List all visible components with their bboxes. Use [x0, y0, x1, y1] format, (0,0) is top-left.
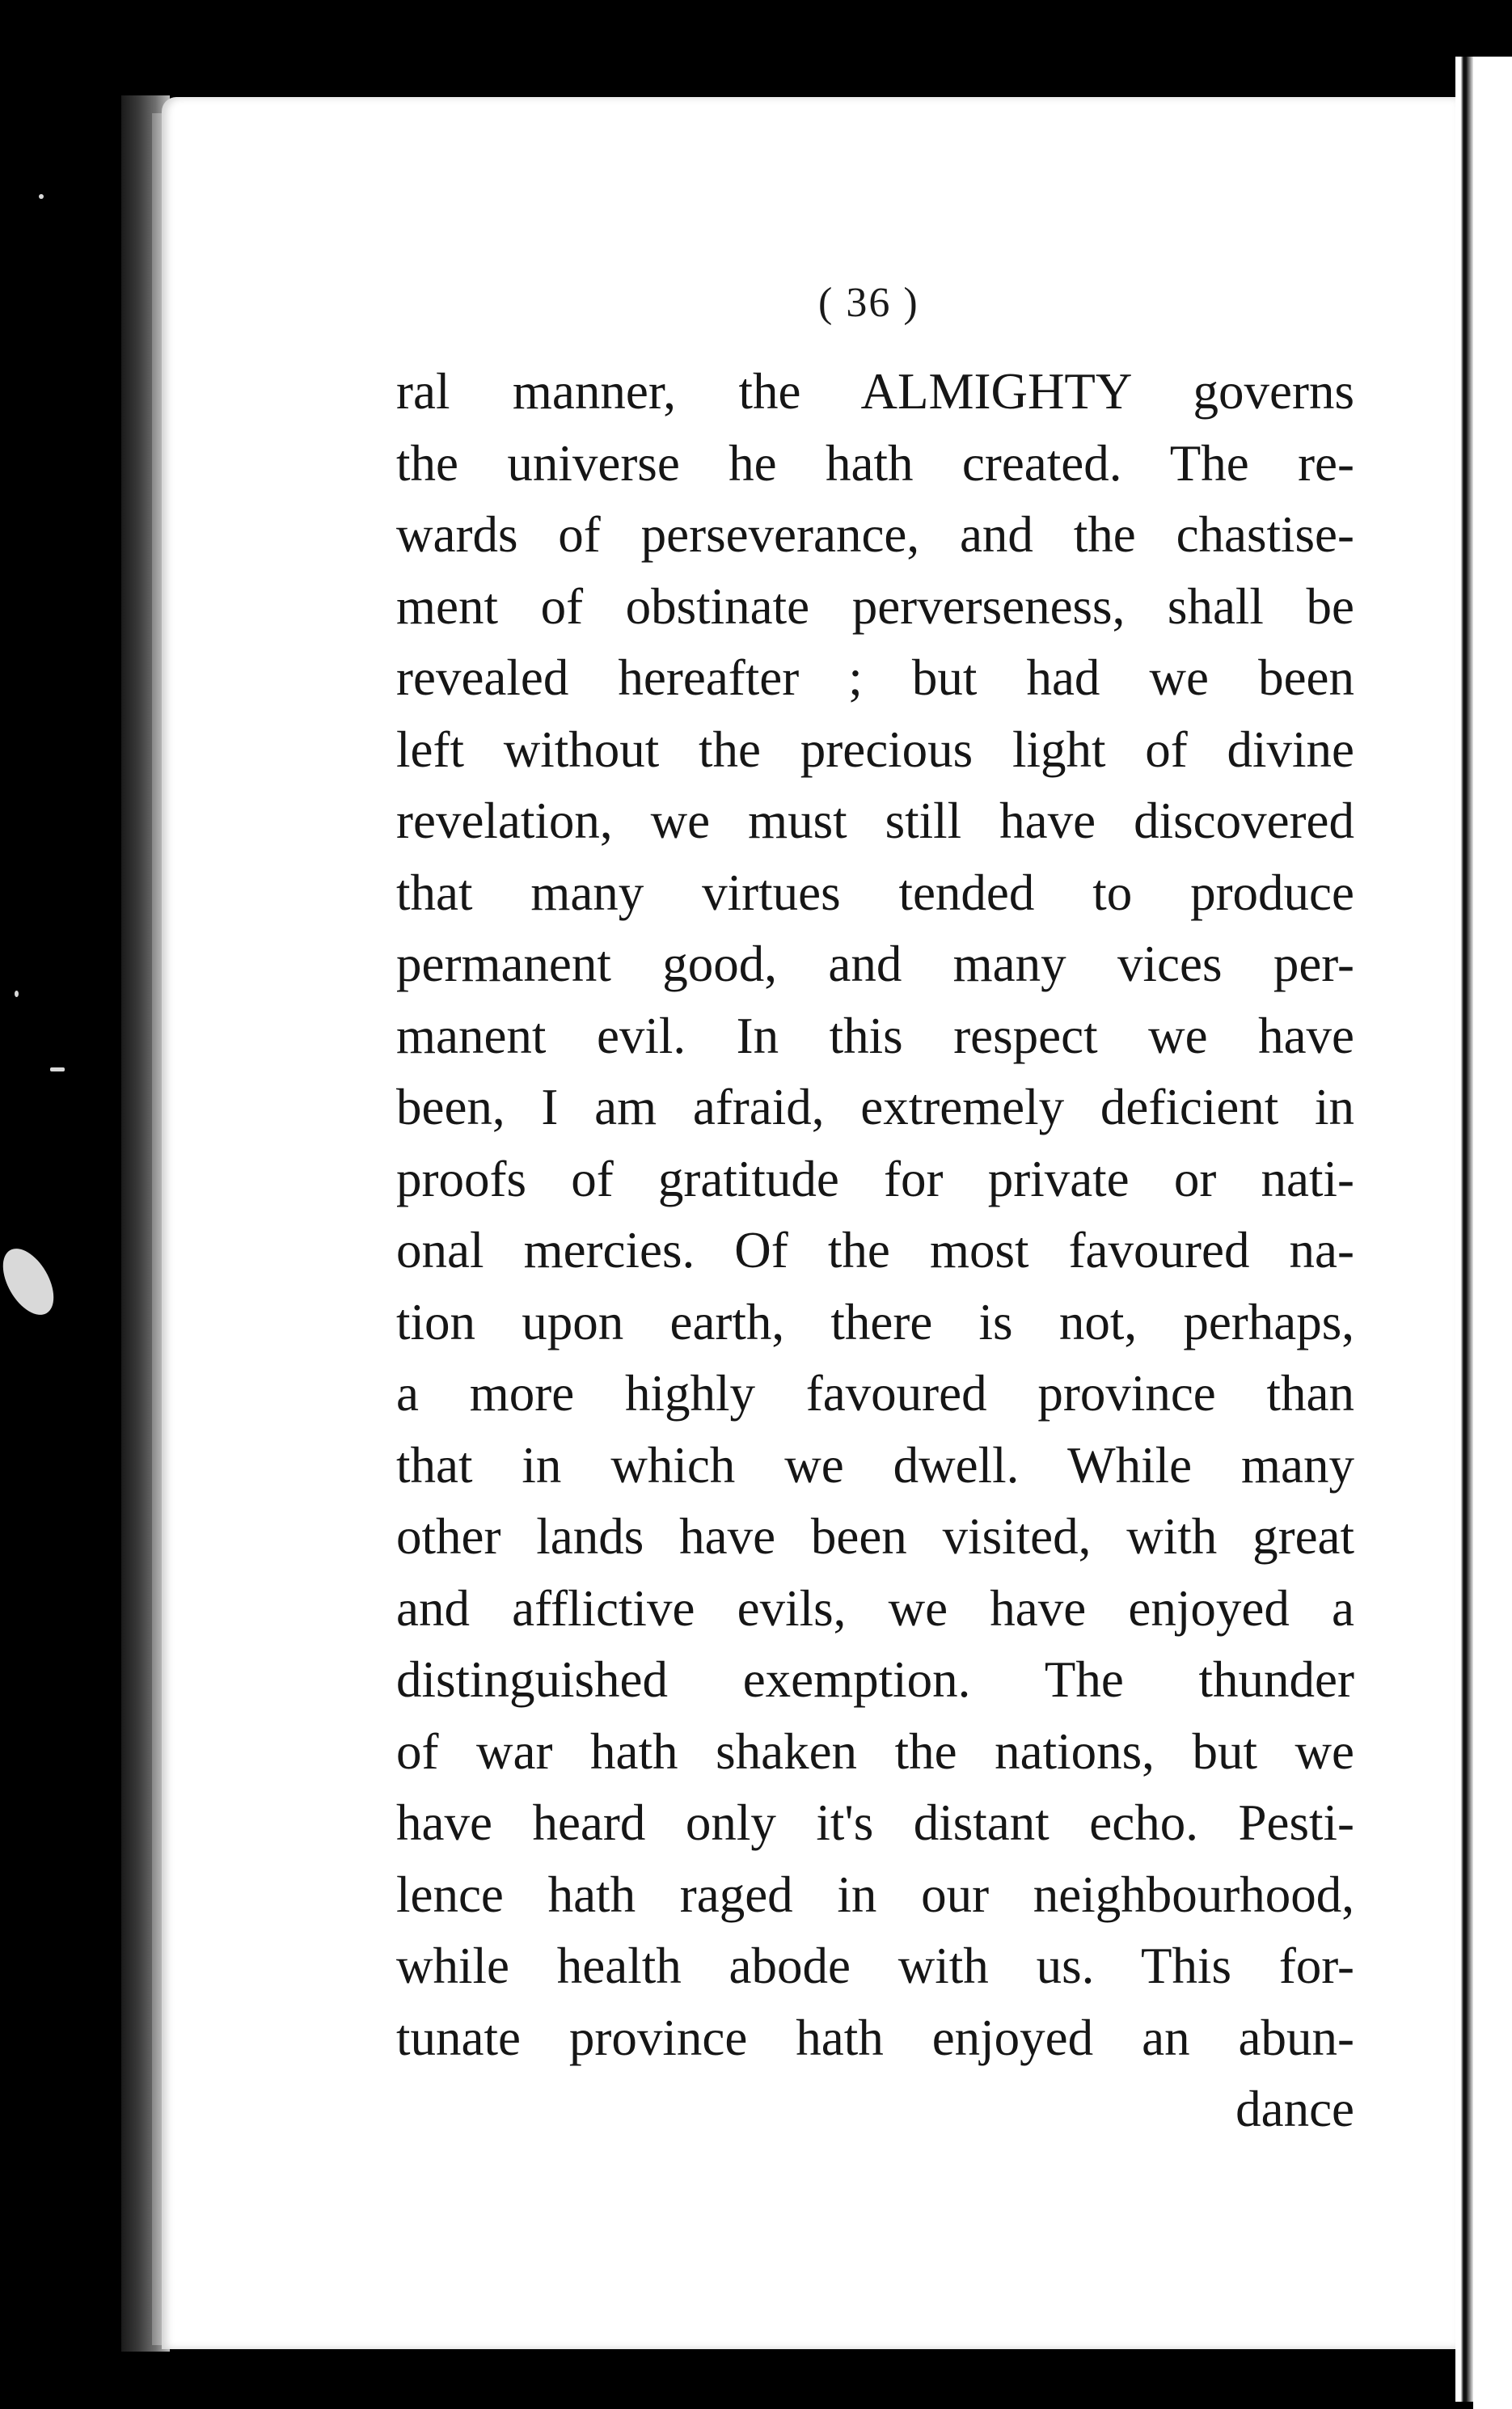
text-line: have heard only it's distant echo. Pesti- [396, 1794, 1354, 1851]
text-line: tunate province hath enjoyed an abun- [396, 2009, 1354, 2066]
text-line: that many virtues tended to produce [396, 864, 1354, 921]
page-gutter [1455, 57, 1473, 2402]
text-line: a more highly favoured province than [396, 1365, 1354, 1422]
text-line: revealed hereafter ; but had we been [396, 649, 1354, 706]
text-line: left without the precious light of divine [396, 721, 1354, 778]
text-line: and afflictive evils, we have enjoyed a [396, 1579, 1354, 1637]
text-line: tion upon earth, there is not, perhaps, [396, 1293, 1354, 1350]
catchword: dance [1235, 2081, 1354, 2137]
text-line: wards of perseverance, and the chastise- [396, 506, 1354, 563]
text-line: of war hath shaken the nations, but we [396, 1722, 1354, 1780]
text-line: proofs of gratitude for private or nati- [396, 1150, 1354, 1207]
text-line: ment of obstinate perverseness, shall be [396, 577, 1354, 635]
text-line: other lands have been visited, with great [396, 1508, 1354, 1565]
text-line: permanent good, and many vices per- [396, 936, 1354, 992]
text-line: onal mercies. Of the most favoured na- [396, 1222, 1354, 1278]
page-number: ( 36 ) [818, 280, 919, 326]
text-line: the universe he hath created. The re- [396, 434, 1354, 492]
text-line: lence hath raged in our neighbourhood, [396, 1866, 1354, 1923]
body-text [396, 356, 1354, 2145]
text-line: manent evil. In this respect we have [396, 1007, 1354, 1064]
facing-page-edge [1473, 57, 1512, 2409]
text-line: been, I am afraid, extremely deficient in [396, 1079, 1354, 1135]
text-line: distinguished exemption. The thunder [396, 1651, 1354, 1708]
text-line: ral manner, the ALMIGHTY governs [396, 363, 1354, 420]
text-line: that in which we dwell. While many [396, 1436, 1354, 1494]
scan-speck [39, 194, 44, 199]
text-line: revelation, we must still have discovered [396, 792, 1354, 849]
text-line: while health abode with us. This for- [396, 1938, 1354, 1994]
scan-speck [15, 991, 19, 997]
scan-speck [50, 1067, 65, 1071]
scan-speck [0, 1240, 64, 1324]
